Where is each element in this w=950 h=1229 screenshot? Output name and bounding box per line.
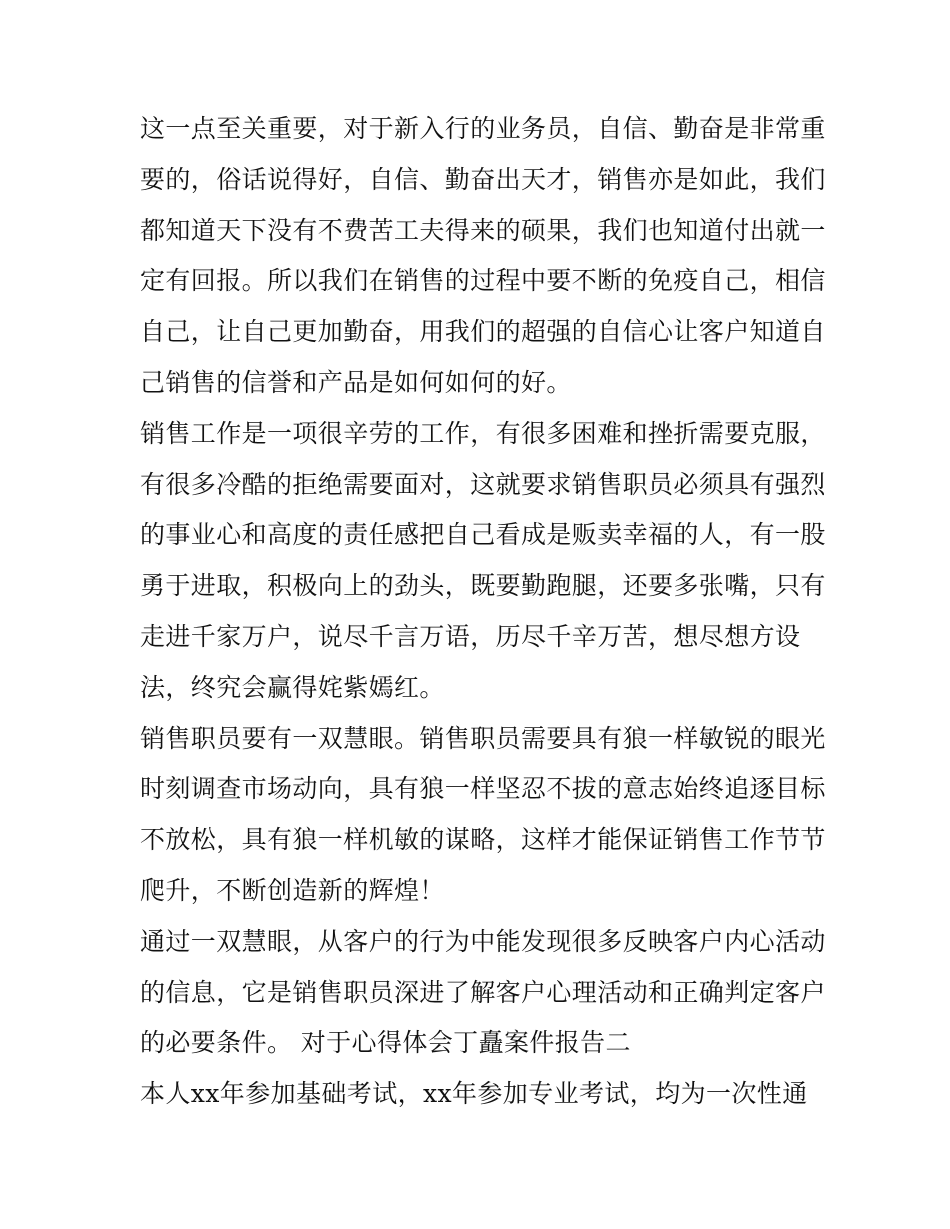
text-line: 己销售的信誉和产品是如何如何的好。 bbox=[140, 367, 572, 397]
text-line: 通过一双慧眼，从客户的行为中能发现很多反映客户内心活动 bbox=[140, 926, 826, 956]
text-line: 这一点至关重要，对于新入行的业务员，自信、勤奋是非常重 bbox=[140, 114, 826, 143]
text-line: 的事业心和高度的责任感把自己看成是贩卖幸福的人，有一股 bbox=[140, 520, 826, 550]
text-line: 的必要条件。 对于心得体会丁矗案件报告二 bbox=[140, 1028, 631, 1058]
text-line: 都知道天下没有不费苦工夫得来的硕果，我们也知道付出就一 bbox=[140, 215, 826, 245]
text-line: 要的，俗话说得好，自信、勤奋出天才，销售亦是如此，我们 bbox=[140, 164, 826, 194]
text-line: 自己，让自己更加勤奋，用我们的超强的自信心让客户知道自 bbox=[140, 317, 826, 347]
text-line: 本人xx年参加基础考试，xx年参加专业考试，均为一次性通 bbox=[140, 1079, 808, 1109]
text-line: 定有回报。所以我们在销售的过程中要不断的免疫自己，相信 bbox=[140, 266, 826, 296]
text-line: 爬升，不断创造新的辉煌！ bbox=[140, 875, 445, 905]
text-line: 销售职员要有一双慧眼。销售职员需要具有狼一样敏锐的眼光 bbox=[140, 723, 826, 753]
text-line: 的信息，它是销售职员深进了解客户心理活动和正确判定客户 bbox=[140, 977, 826, 1007]
text-line: 销售工作是一项很辛劳的工作，有很多困难和挫折需要克服， bbox=[140, 418, 826, 448]
text-line: 时刻调查市场动向，具有狼一样坚忍不拔的意志始终追逐目标 bbox=[140, 774, 826, 804]
text-line: 法，终究会赢得姹紫嫣红。 bbox=[140, 672, 445, 702]
body-text bbox=[140, 104, 826, 1120]
text-line: 走进千家万户，说尽千言万语，历尽千辛万苦，想尽想方设 bbox=[140, 621, 801, 651]
text-line: 勇于进取，积极向上的劲头，既要勤跑腿，还要多张嘴，只有 bbox=[140, 571, 826, 601]
text-line: 不放松，具有狼一样机敏的谋略，这样才能保证销售工作节节 bbox=[140, 825, 826, 855]
text-line: 有很多冷酷的拒绝需要面对，这就要求销售职员必须具有强烈 bbox=[140, 469, 826, 499]
